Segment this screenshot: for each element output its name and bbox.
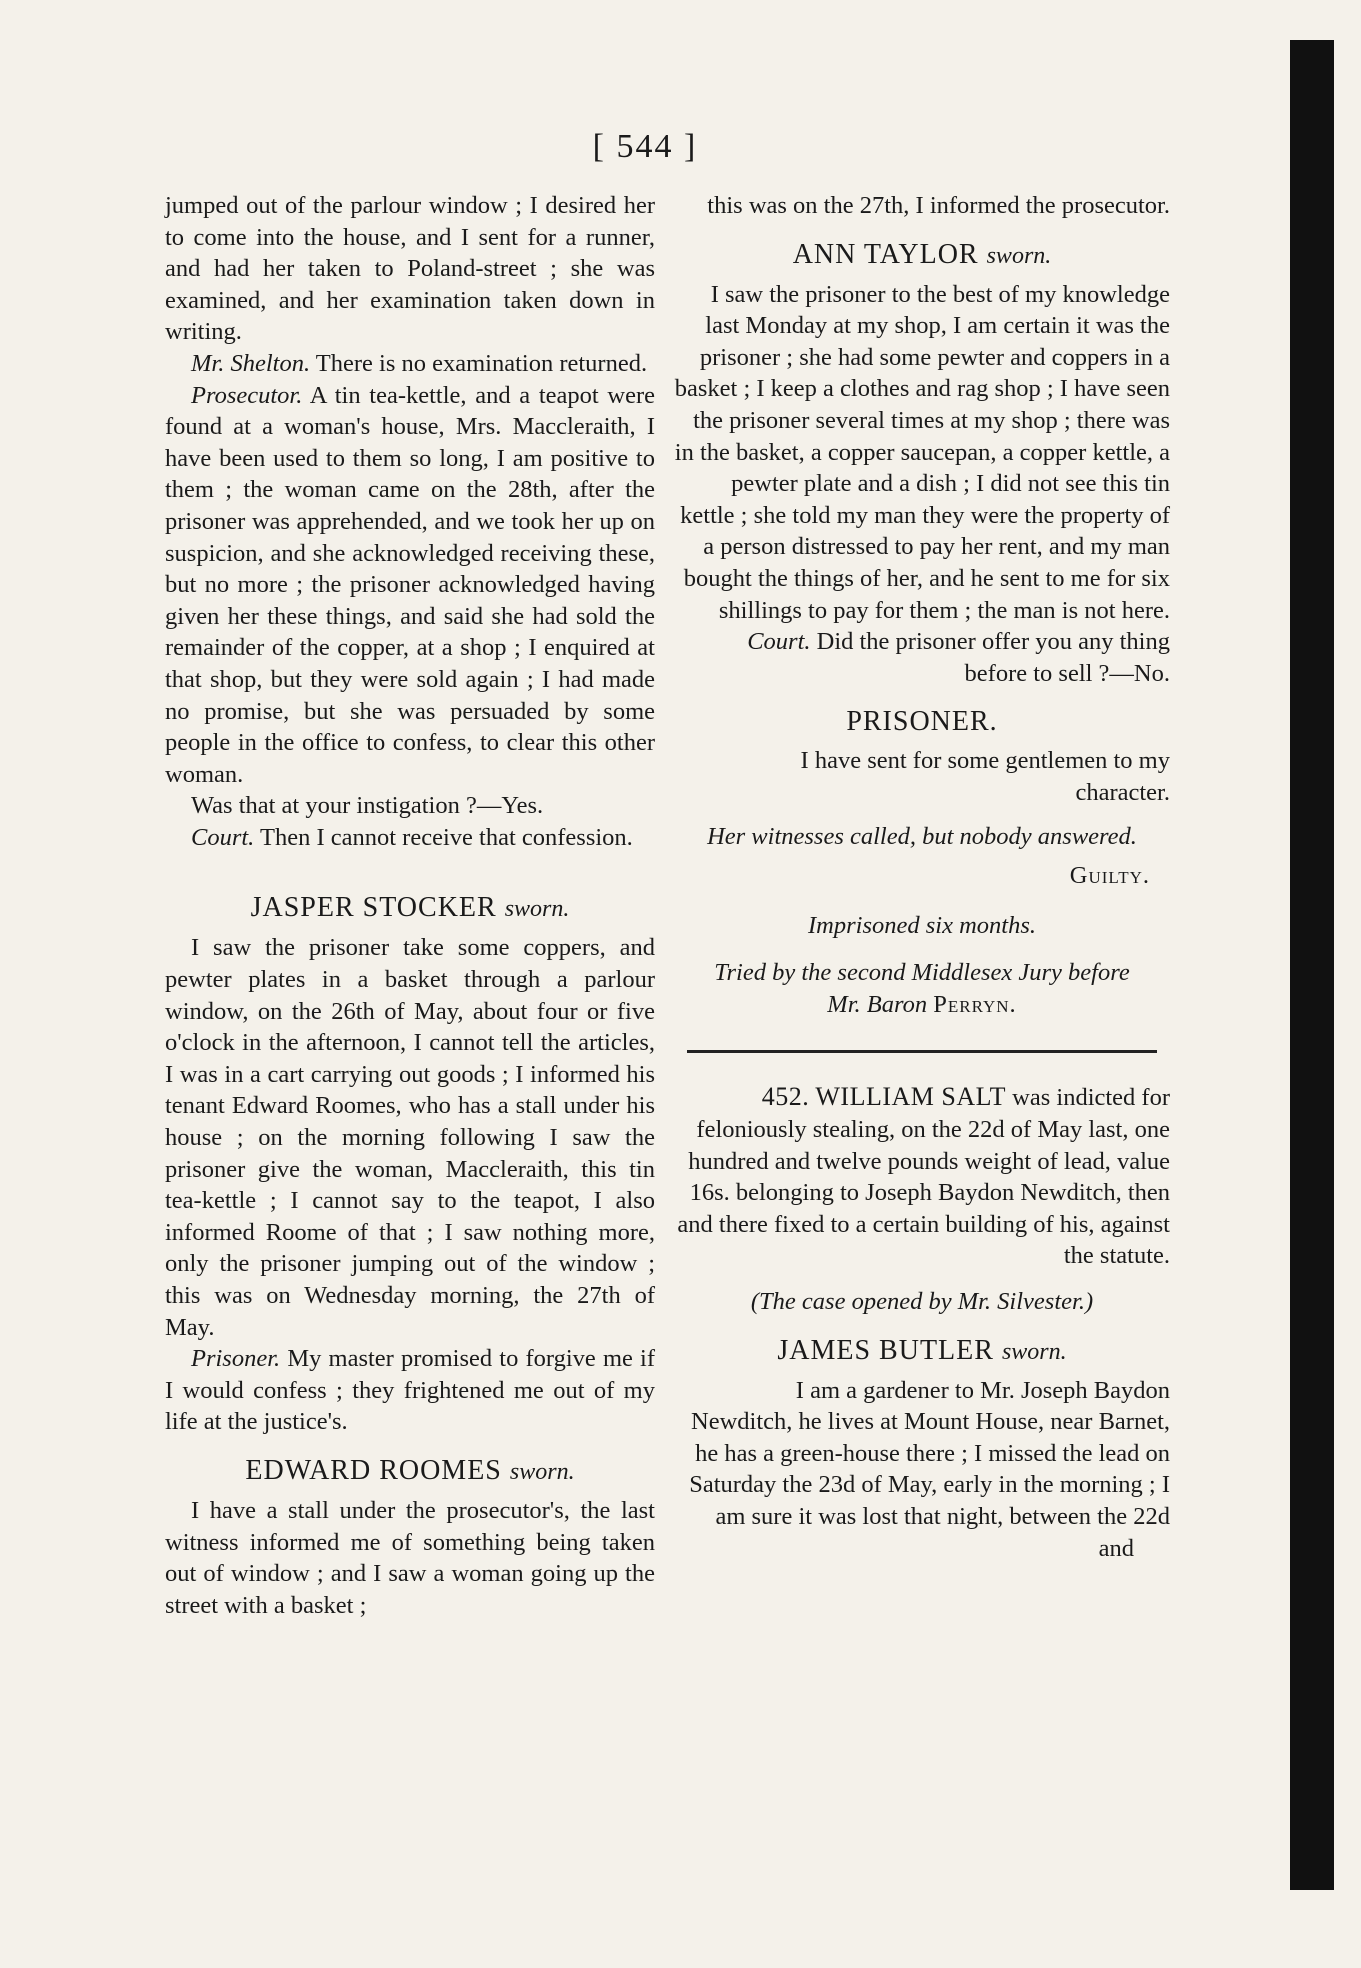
speech: Did the prisoner offer you any thing before to sell ?—No. <box>816 628 1170 687</box>
paragraph: I saw the prisoner take some coppers, and pewter plates in a basket through a parlour window, on the 26th of May, about four or five o'clock in the afternoon, I cannot tell the articles, I was in a cart carrying out goods ; I informed his tenant Edward Roomes, who has a stall under his house ; on the morning following I saw the prisoner give the woman, Maccleraith, this tin tea-kettle ; I cannot say to the teapot, I also informed Roome of that ; I saw nothing more, only the prisoner jumping out of the window ; this was on Wednesday morning, the 27th of May. <box>165 934 655 1341</box>
speech: Then I cannot receive that confession. <box>260 823 633 851</box>
speaker: Prisoner. <box>191 1345 281 1373</box>
paragraph: this was on the 27th, I informed the prosecutor. <box>707 192 1170 219</box>
case-number: 452. <box>761 1082 810 1112</box>
catchword: and <box>1098 1534 1134 1562</box>
section-heading: PRISONER. <box>846 706 998 738</box>
speaker: Prosecutor. <box>191 381 303 409</box>
witness-heading <box>674 1334 1170 1369</box>
sworn-label: sworn. <box>1001 1338 1067 1365</box>
witness-heading <box>674 238 1170 273</box>
speech: My master promised to forgive me if I would confess ; they frightened me out of my life at the justice's. <box>165 1345 656 1436</box>
sentence: Imprisoned six months. <box>808 911 1036 939</box>
paragraph: I am a gardener to Mr. Joseph Baydon Newditch, he lives at Mount House, near Barnet, he has a green-house there ; I missed the lead on Saturday the 23d of May, early in the morning ; I am sure it was lost that night, between the 22d <box>689 1376 1170 1530</box>
speaker: Court. <box>191 823 255 851</box>
speaker: Court. <box>747 628 811 656</box>
tried-by-line: Tried by the second Middlesex Jury before <box>714 959 1130 987</box>
sworn-label: sworn. <box>504 896 570 923</box>
page-number: [ 544 ] <box>592 128 698 165</box>
witness-name: JAMES BUTLER <box>777 1334 994 1366</box>
paragraph: jumped out of the parlour window ; I desired her to come into the house, and I sent for a runner, and had her taken to Poland-street ; she was examined, and her examination taken down in writing. <box>165 192 655 346</box>
paragraph <box>165 822 655 854</box>
sworn-label: sworn. <box>986 242 1052 269</box>
paragraph: I have sent for some gentlemen to my character. <box>800 747 1170 806</box>
case-name: WILLIAM SALT <box>815 1082 1007 1112</box>
case-opened-note: (The case opened by Mr. Silvester.) <box>750 1288 1094 1316</box>
section-divider <box>687 1050 1157 1053</box>
paragraph: I saw the prisoner to the best of my knowledge last Monday at my shop, I am certain it was the prisoner ; she had some pewter and coppers in a basket ; I keep a clothes and rag shop ; I have seen the prisoner several times at my shop ; there was in the basket, a copper saucepan, a copper kettle, a pewter plate and a dish ; I did not see this tin kettle ; she told my man they were the property of a person distressed to pay her rent, and my man bought the things of her, and he sent to me for six shillings to pay for them ; the man is not here. <box>674 280 1170 624</box>
speech: A tin tea-kettle, and a teapot were found at a woman's house, Mrs. Maccleraith, I have been used to them so long, I am positive to them ; the woman came on the 28th, after the prisoner was apprehended, and we took her up on suspicion, and she acknowledged receiving these, but no more ; the prisoner acknowledged having given her these things, and said she had sold the remainder of the copper, at a shop ; I enquired at that shop, but they were sold again ; I had made no promise, but she was persuaded by some people in the office to confess, to clear this other woman. <box>165 381 655 788</box>
case-text: was indicted for feloniously stealing, on the 22d of May last, one hundred and twelve pounds weight of lead, value 16s. belonging to Joseph Baydon Newditch, then and there fixed to a certain building of his, against the statute. <box>677 1084 1170 1270</box>
paragraph: Was that at your instigation ?—Yes. <box>191 792 544 820</box>
sworn-label: sworn. <box>509 1458 575 1485</box>
left-column <box>165 190 655 1621</box>
judge-title: Mr. Baron <box>827 990 928 1018</box>
paragraph: I have a stall under the prosecutor's, the last witness informed me of something being taken out of window ; and I saw a woman going up the street with a basket ; <box>165 1496 655 1619</box>
case-paragraph <box>674 1081 1170 1272</box>
right-column <box>674 190 1170 1564</box>
speaker: Mr. Shelton. <box>191 349 311 377</box>
witness-name: JASPER STOCKER <box>250 892 497 924</box>
paragraph <box>165 380 655 791</box>
book-spine-shadow <box>1290 40 1334 1890</box>
paragraph <box>674 626 1170 689</box>
speech: There is no examination returned. <box>315 349 648 377</box>
witness-name: ANN TAYLOR <box>792 238 979 270</box>
paragraph <box>165 1343 655 1438</box>
tried-by-line <box>674 989 1170 1021</box>
witness-heading <box>165 891 655 926</box>
verdict: Guilty. <box>1069 862 1150 890</box>
witnesses-note: Her witnesses called, but nobody answered. <box>707 822 1137 850</box>
witness-name: EDWARD ROOMES <box>245 1454 502 1486</box>
paragraph <box>165 348 655 380</box>
judge-name: Perryn. <box>933 990 1017 1018</box>
witness-heading <box>165 1454 655 1489</box>
